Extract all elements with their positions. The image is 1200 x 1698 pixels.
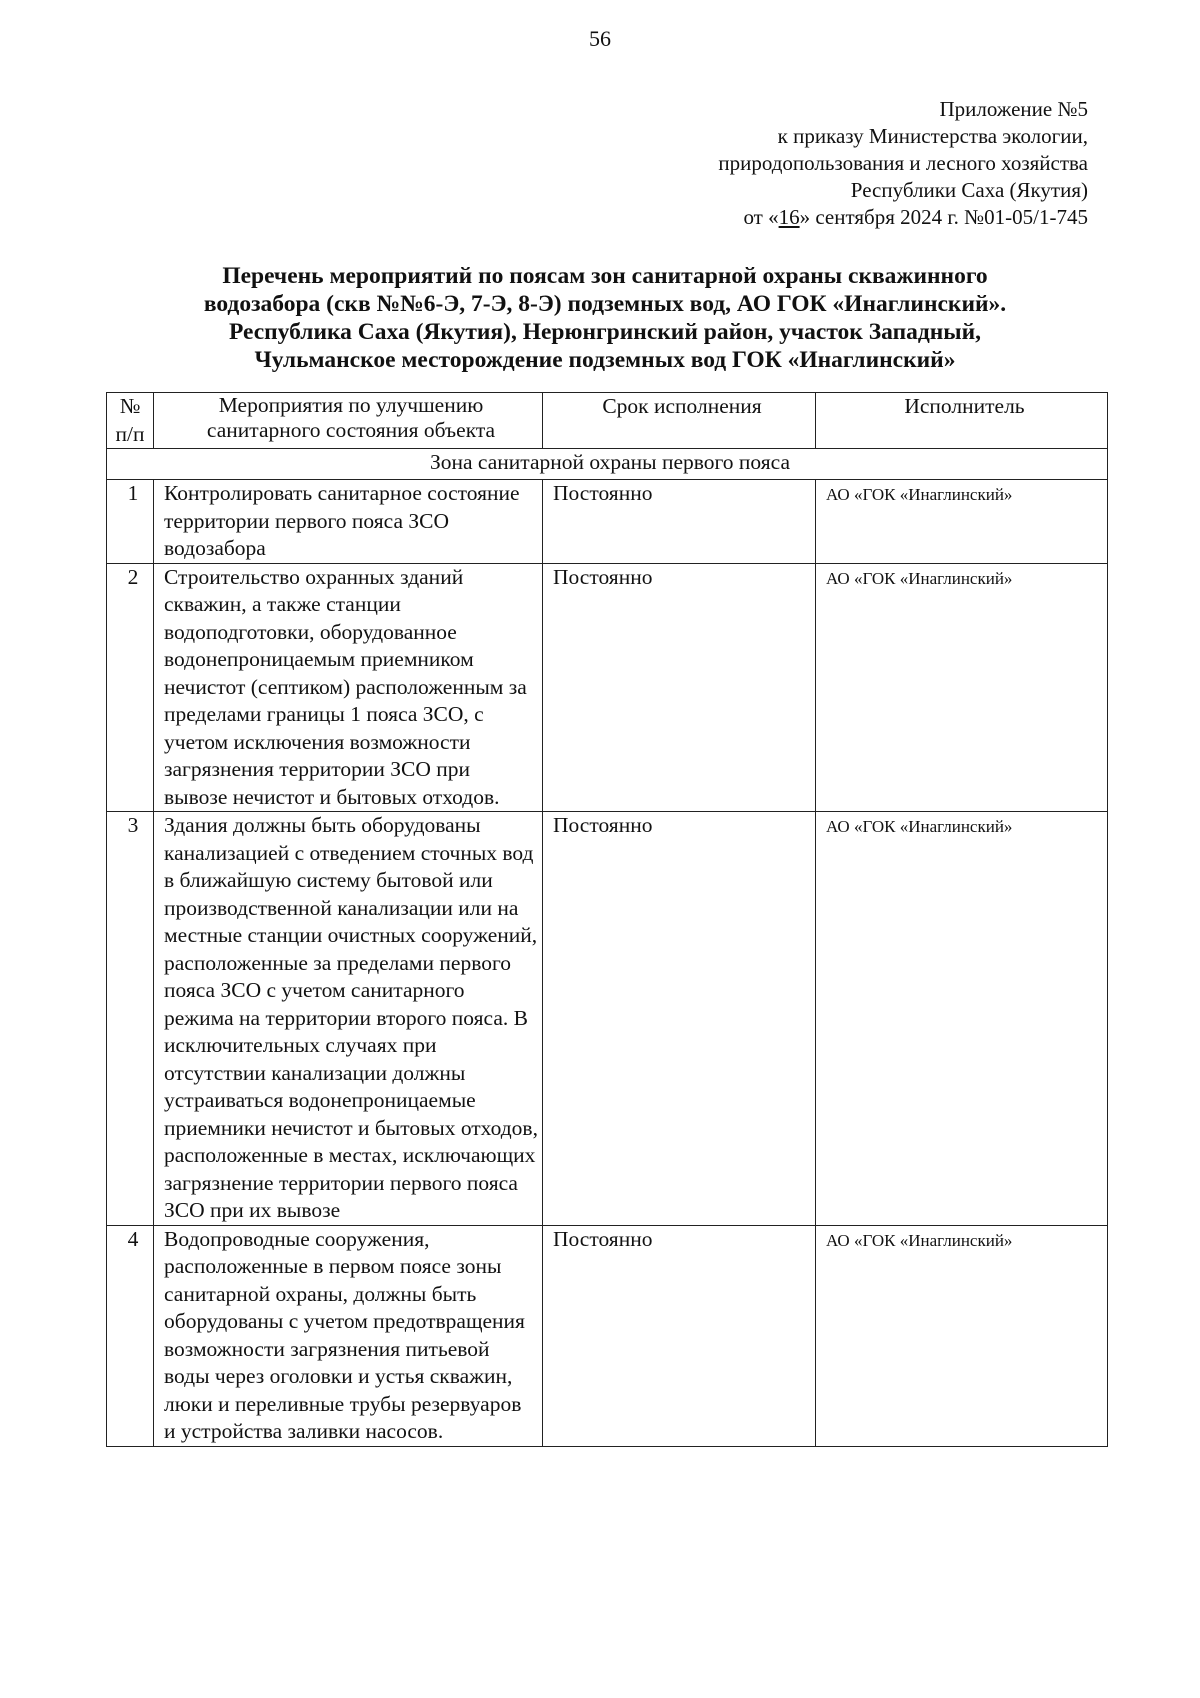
- row-executor: АО «ГОК «Инаглинский»: [816, 812, 1108, 1226]
- row-number: 2: [107, 563, 154, 812]
- date-day: 16: [778, 205, 800, 229]
- appendix-line-3: природопользования и лесного хозяйства: [718, 151, 1088, 175]
- table-row: [107, 812, 1108, 1226]
- header-term: [543, 393, 816, 449]
- appendix-line-1: Приложение №5: [939, 97, 1088, 121]
- page-number: 56: [589, 26, 611, 51]
- section-row: [107, 449, 1108, 480]
- row-executor: АО «ГОК «Инаглинский»: [816, 563, 1108, 812]
- row-term: Постоянно: [543, 812, 816, 1226]
- row-executor: АО «ГОК «Инаглинский»: [816, 1225, 1108, 1446]
- header-executor-label: Исполнитель: [904, 394, 1025, 418]
- header-no-label: № п/п: [115, 394, 145, 446]
- table-row: [107, 1225, 1108, 1446]
- date-suffix: » сентября 2024 г. №01-05/1-745: [799, 205, 1088, 229]
- row-measure: Здания должны быть оборудованы канализацией с отведением сточных вод в ближайшую систему бытовой или производственной канализации или на местные станции очистных сооружений, расположенные за пределами первого пояса ЗСО с учетом санитарного режима на территории второго пояса. В исключительных случаях при отсутствии канализации должны устраиваться водонепроницаемые приемники нечистот и бытовых отходов, расположенные в местах, исключающих загрязнение территории первого пояса ЗСО при их вывозе: [154, 812, 543, 1226]
- table-header-row: [107, 393, 1108, 449]
- section-title: Зона санитарной охраны первого пояса: [107, 449, 1108, 480]
- document-title: [100, 262, 1110, 374]
- appendix-date: [718, 204, 1088, 231]
- row-number: 3: [107, 812, 154, 1226]
- row-number: 4: [107, 1225, 154, 1446]
- header-measure: [154, 393, 543, 449]
- row-measure: Контролировать санитарное состояние территории первого пояса ЗСО водозабора: [154, 480, 543, 564]
- measures-table: [106, 392, 1108, 1447]
- header-term-label: Срок исполнения: [602, 394, 762, 418]
- row-term: Постоянно: [543, 480, 816, 564]
- title-line-1: Перечень мероприятий по поясам зон санитарной охраны скважинного: [222, 263, 988, 289]
- header-executor: [816, 393, 1108, 449]
- appendix-line-4: Республики Саха (Якутия): [850, 178, 1088, 202]
- date-prefix: от «: [743, 205, 779, 229]
- header-measure-label: Мероприятия по улучшению санитарного состояния объекта: [206, 393, 496, 442]
- title-line-3: Республика Саха (Якутия), Нерюнгринский район, участок Западный,: [228, 319, 982, 345]
- appendix-block: [718, 96, 1088, 231]
- row-term: Постоянно: [543, 1225, 816, 1446]
- row-measure: Строительство охранных зданий скважин, а также станции водоподготовки, оборудованное водонепроницаемым приемником нечистот (септиком) расположенным за пределами границы 1 пояса ЗСО, с учетом исключения возможности загрязнения территории ЗСО при вывозе нечистот и бытовых отходов.: [154, 563, 543, 812]
- title-line-2: водозабора (скв №№6-Э, 7-Э, 8-Э) подземных вод, АО ГОК «Инаглинский».: [203, 291, 1007, 317]
- row-executor: АО «ГОК «Инаглинский»: [816, 480, 1108, 564]
- header-no: [107, 393, 154, 449]
- row-term: Постоянно: [543, 563, 816, 812]
- appendix-line-2: к приказу Министерства экологии,: [777, 124, 1088, 148]
- row-measure: Водопроводные сооружения, расположенные в первом поясе зоны санитарной охраны, должны быть оборудованы с учетом предотвращения возможности загрязнения питьевой воды через оголовки и устья скважин, люки и переливные трубы резервуаров и устройства заливки насосов.: [154, 1225, 543, 1446]
- table-row: [107, 480, 1108, 564]
- table-row: [107, 563, 1108, 812]
- row-number: 1: [107, 480, 154, 564]
- title-line-4: Чульманское месторождение подземных вод ГОК «Инаглинский»: [254, 347, 956, 373]
